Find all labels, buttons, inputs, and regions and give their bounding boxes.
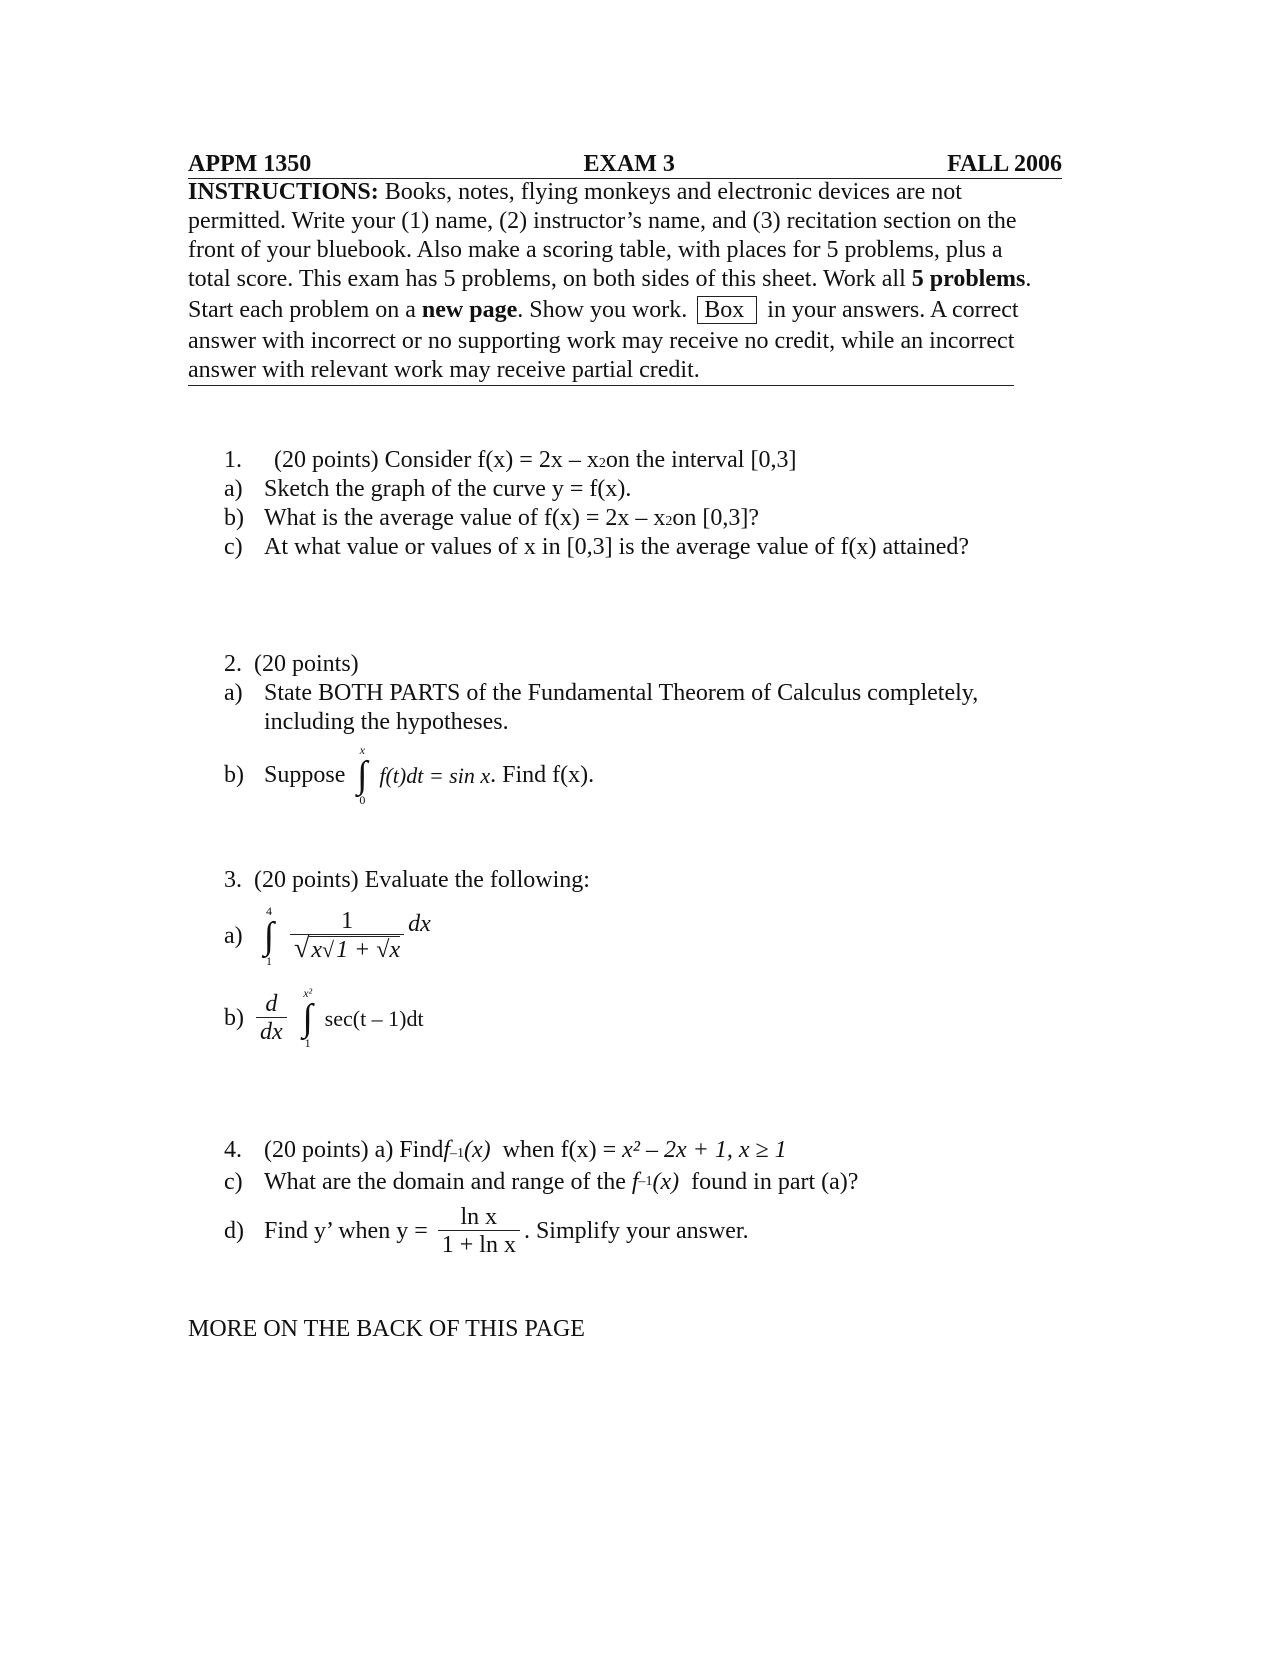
part-label: b) <box>224 505 244 531</box>
instructions-label: INSTRUCTIONS: <box>188 179 379 205</box>
emphasis-text: 5 problems <box>911 266 1026 292</box>
instructions-text: Start each problem on a <box>188 297 422 323</box>
exam-term: FALL 2006 <box>947 151 1062 177</box>
instructions-text: answer with relevant work may receive partial credit. <box>188 356 1014 386</box>
part-text: What are the domain and range of the <box>264 1168 632 1195</box>
part-text: . Find f(x). <box>490 761 595 788</box>
problem-heading: on the interval [0,3] <box>605 447 797 473</box>
differential: dx <box>408 910 431 937</box>
instructions-text: Books, notes, flying monkeys and electronic devices are not <box>378 179 962 205</box>
integral-sign: 4 ∫ 1 <box>263 904 275 968</box>
problem-3 <box>224 866 590 1059</box>
part-text: State BOTH PARTS of the Fundamental Theorem of Calculus completely, <box>264 680 979 706</box>
part-text: found in part (a)? <box>679 1168 859 1195</box>
problem-number: 3. <box>224 867 242 893</box>
problem-1: 1. (20 points) Consider f(x) = 2x – x 2 on the interval [0,3] a) Sketch the graph of the curve y = f(x). b) What is the average value of f(x) = 2x – x 2 on [0,3]? c) At what value or values of x in [0,3] is the average value of f(x) attained? <box>224 447 970 560</box>
part-text: Suppose <box>264 761 346 788</box>
instructions-text: in your answers. A correct <box>761 297 1019 323</box>
part-text: Sketch the graph of the curve y = f(x). <box>264 476 632 502</box>
part-text: on [0,3]? <box>672 505 760 531</box>
problem-number: 4. <box>224 1137 242 1163</box>
integral-expression: sec(t – 1)dt <box>324 1005 424 1031</box>
exam-title: EXAM 3 <box>583 151 675 177</box>
problem-number: 2. <box>224 651 242 677</box>
part-label: a) <box>224 680 243 706</box>
instructions-text: . <box>1025 266 1032 292</box>
inverse-function: f <box>443 1137 450 1163</box>
instructions-text: answer with incorrect or no supporting work may receive no credit, while an incorrect <box>188 328 1015 354</box>
footer-note: MORE ON THE BACK OF THIS PAGE <box>188 1316 585 1342</box>
problem-heading: (20 points) Evaluate the following: <box>254 867 590 893</box>
part-label: a) <box>224 922 243 949</box>
part-text: including the hypotheses. <box>264 709 509 735</box>
problem-heading: (20 points) Consider f(x) = 2x – x <box>274 447 599 473</box>
instructions-block <box>188 178 1088 386</box>
problem-number: 1. <box>224 447 242 473</box>
part-text: At what value or values of x in [0,3] is the average value of f(x) attained? <box>264 534 970 560</box>
problem-heading: when f(x) = <box>490 1137 623 1163</box>
emphasis-text: new page <box>421 297 518 323</box>
part-label: a) <box>224 476 243 502</box>
fraction: $\frac{\text{ln x}}{\text{1 + ln x}}$ <box>438 1204 520 1259</box>
instructions-text: front of your bluebook. Also make a scoring table, with places for 5 problems, plus a <box>188 237 1003 263</box>
function-expression: x² – 2x + 1, x ≥ 1 <box>622 1137 787 1163</box>
part-label: b) <box>224 761 244 788</box>
problem-heading: (20 points) <box>254 651 359 677</box>
problem-2 <box>224 650 978 811</box>
course-code: APPM 1350 <box>188 151 312 177</box>
boxed-word: Box <box>697 296 757 324</box>
part-text: What is the average value of f(x) = 2x – x <box>264 505 666 531</box>
part-text: . Simplify your answer. <box>523 1217 749 1244</box>
part-label: b) <box>224 1004 244 1031</box>
part-label: c) <box>224 1168 243 1195</box>
inverse-function-arg: (x) <box>652 1168 680 1195</box>
instructions-text: total score. This exam has 5 problems, on both sides of this sheet. Work all <box>188 266 912 292</box>
inverse-function-arg: (x) <box>464 1137 491 1163</box>
part-text: Find y’ when y = <box>264 1217 434 1244</box>
part-label: c) <box>224 534 243 560</box>
problem-heading: (20 points) a) Find <box>264 1137 444 1163</box>
integral-sign: x² ∫ 1 <box>302 986 313 1050</box>
inverse-function: f <box>631 1168 639 1195</box>
problem-4: 4. (20 points) a) Find f –1 (x) when f(x) = x² – 2x + 1, x ≥ 1 c) What are the domain and range of the f –1 (x) found in part (a)? d) Find y’ when y = $\frac{\text{ln x}}{\text{1 + ln x}}$ . Simplify your answer. <box>224 1137 859 1258</box>
integral-expression: f(t)dt = sin x <box>379 762 491 788</box>
fraction: $\frac{1}{√x√1 + √x}$ <box>290 908 404 964</box>
instructions-text: . Show you work. <box>517 297 694 323</box>
exam-header <box>188 151 1062 179</box>
derivative-operator: $\frac{d}{dx}$ <box>256 991 287 1046</box>
integral-sign: x ∫ 0 <box>357 743 368 807</box>
instructions-text: permitted. Write your (1) name, (2) instructor’s name, and (3) recitation section on the <box>188 208 1017 234</box>
part-label: d) <box>224 1217 244 1244</box>
